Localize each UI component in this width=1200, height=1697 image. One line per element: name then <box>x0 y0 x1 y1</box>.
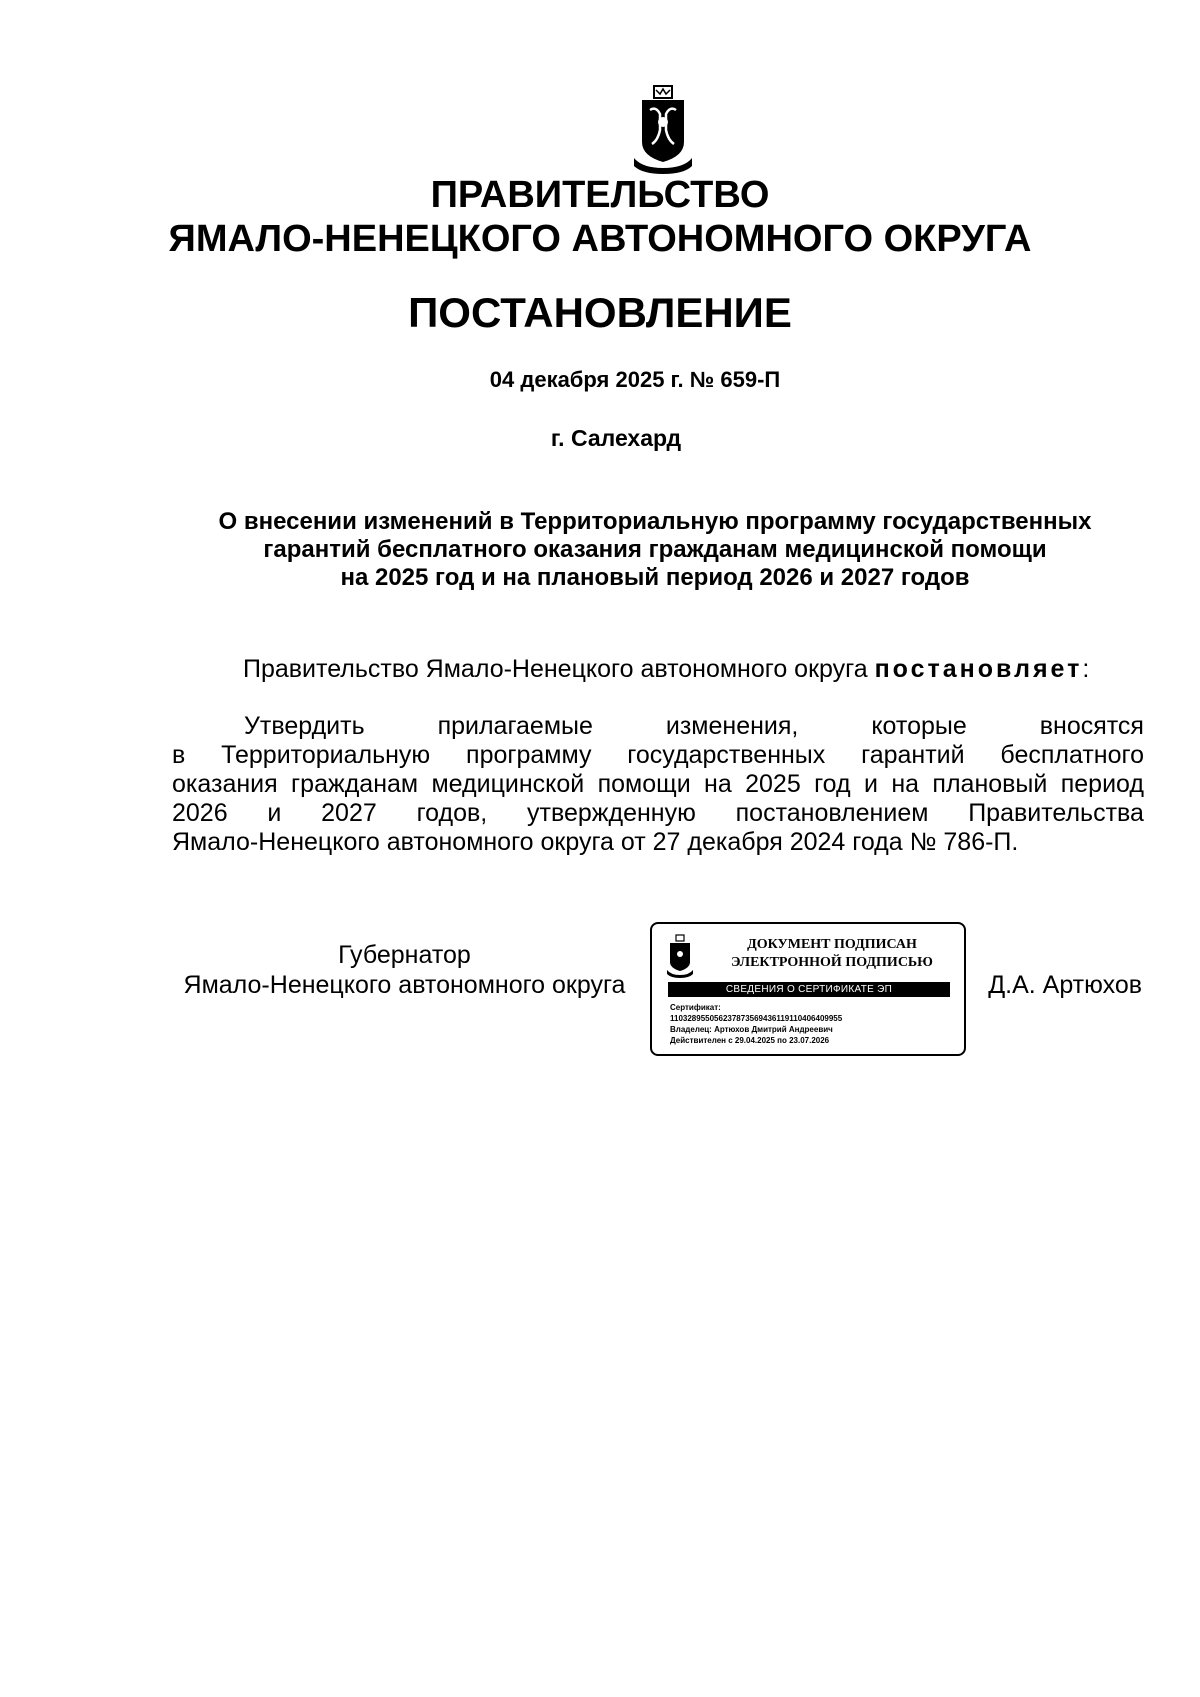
stamp-emblem-icon <box>666 934 694 978</box>
body-line-words <box>172 799 1144 828</box>
signatory-region: Ямало-Ненецкого автономного округа <box>183 971 626 999</box>
body-word: Правительства <box>968 799 1144 827</box>
preamble-paragraph <box>243 654 1089 684</box>
body-word: 2027 <box>321 799 377 827</box>
coat-of-arms-emblem <box>632 84 694 176</box>
body-word: и <box>267 799 282 827</box>
signatory-name: Д.А. Артюхов <box>988 971 1142 999</box>
body-line: в Территориальную программу государственных гарантий бесплатного <box>172 741 1144 769</box>
certificate-label: Сертификат: <box>670 1003 721 1012</box>
stamp-heading <box>712 936 952 972</box>
body-word: прилагаемые <box>437 712 593 740</box>
document-subject <box>165 508 1145 592</box>
preamble-text: Правительство Ямало-Ненецкого автономного округа <box>243 655 875 683</box>
body-line <box>172 799 1144 828</box>
document-city: г. Салехард <box>550 425 682 451</box>
government-title-line1: ПРАВИТЕЛЬСТВО <box>430 174 770 216</box>
subject-line: на 2025 год и на плановый период 2026 и 2027 годов <box>340 564 970 591</box>
body-word: утвержденную <box>527 799 696 827</box>
certificate-owner: Владелец: Артюхов Дмитрий Андреевич <box>670 1025 833 1034</box>
body-word: годов, <box>416 799 488 827</box>
subject-line: О внесении изменений в Территориальную программу государственных <box>218 508 1092 535</box>
certificate-number: 110328955056237873569436119110406409955 <box>670 1014 843 1023</box>
stamp-certificate-details <box>670 1002 842 1046</box>
body-line: оказания гражданам медицинской помощи на 2025 год и на плановый период <box>172 770 1144 798</box>
government-title-line2: ЯМАЛО-НЕНЕЦКОГО АВТОНОМНОГО ОКРУГА <box>168 218 1032 260</box>
body-line: Ямало-Ненецкого автономного округа от 27 декабря 2024 года № 786-П. <box>172 828 1019 856</box>
body-line <box>172 712 1144 741</box>
subject-line: гарантий бесплатного оказания гражданам медицинской помощи <box>263 536 1047 563</box>
certificate-validity: Действителен с 29.04.2025 по 23.07.2026 <box>670 1036 830 1045</box>
body-word: которые <box>871 712 967 740</box>
body-word: изменения, <box>665 712 799 740</box>
document-type-title: ПОСТАНОВЛЕНИЕ <box>408 289 792 336</box>
preamble-colon: : <box>1082 655 1090 683</box>
document-date-number: 04 декабря 2025 г. № 659-П <box>489 367 781 392</box>
body-word: Утвердить <box>244 712 365 740</box>
signatory-title: Губернатор <box>338 941 471 969</box>
body-word: 2026 <box>172 799 228 827</box>
resolution-body <box>172 712 1144 857</box>
preamble-emphasis: постановляет <box>874 655 1083 683</box>
body-line-words <box>172 712 1144 741</box>
stamp-heading-line: ЭЛЕКТРОННОЙ ПОДПИСЬЮ <box>731 955 933 970</box>
stamp-certificate-bar: СВЕДЕНИЯ О СЕРТИФИКАТЕ ЭП <box>668 982 950 997</box>
electronic-signature-stamp <box>650 922 966 1056</box>
body-word: вносятся <box>1039 712 1144 740</box>
stamp-heading-line: ДОКУМЕНТ ПОДПИСАН <box>747 937 917 952</box>
signatory-position <box>172 940 637 1000</box>
body-word: постановлением <box>735 799 929 827</box>
